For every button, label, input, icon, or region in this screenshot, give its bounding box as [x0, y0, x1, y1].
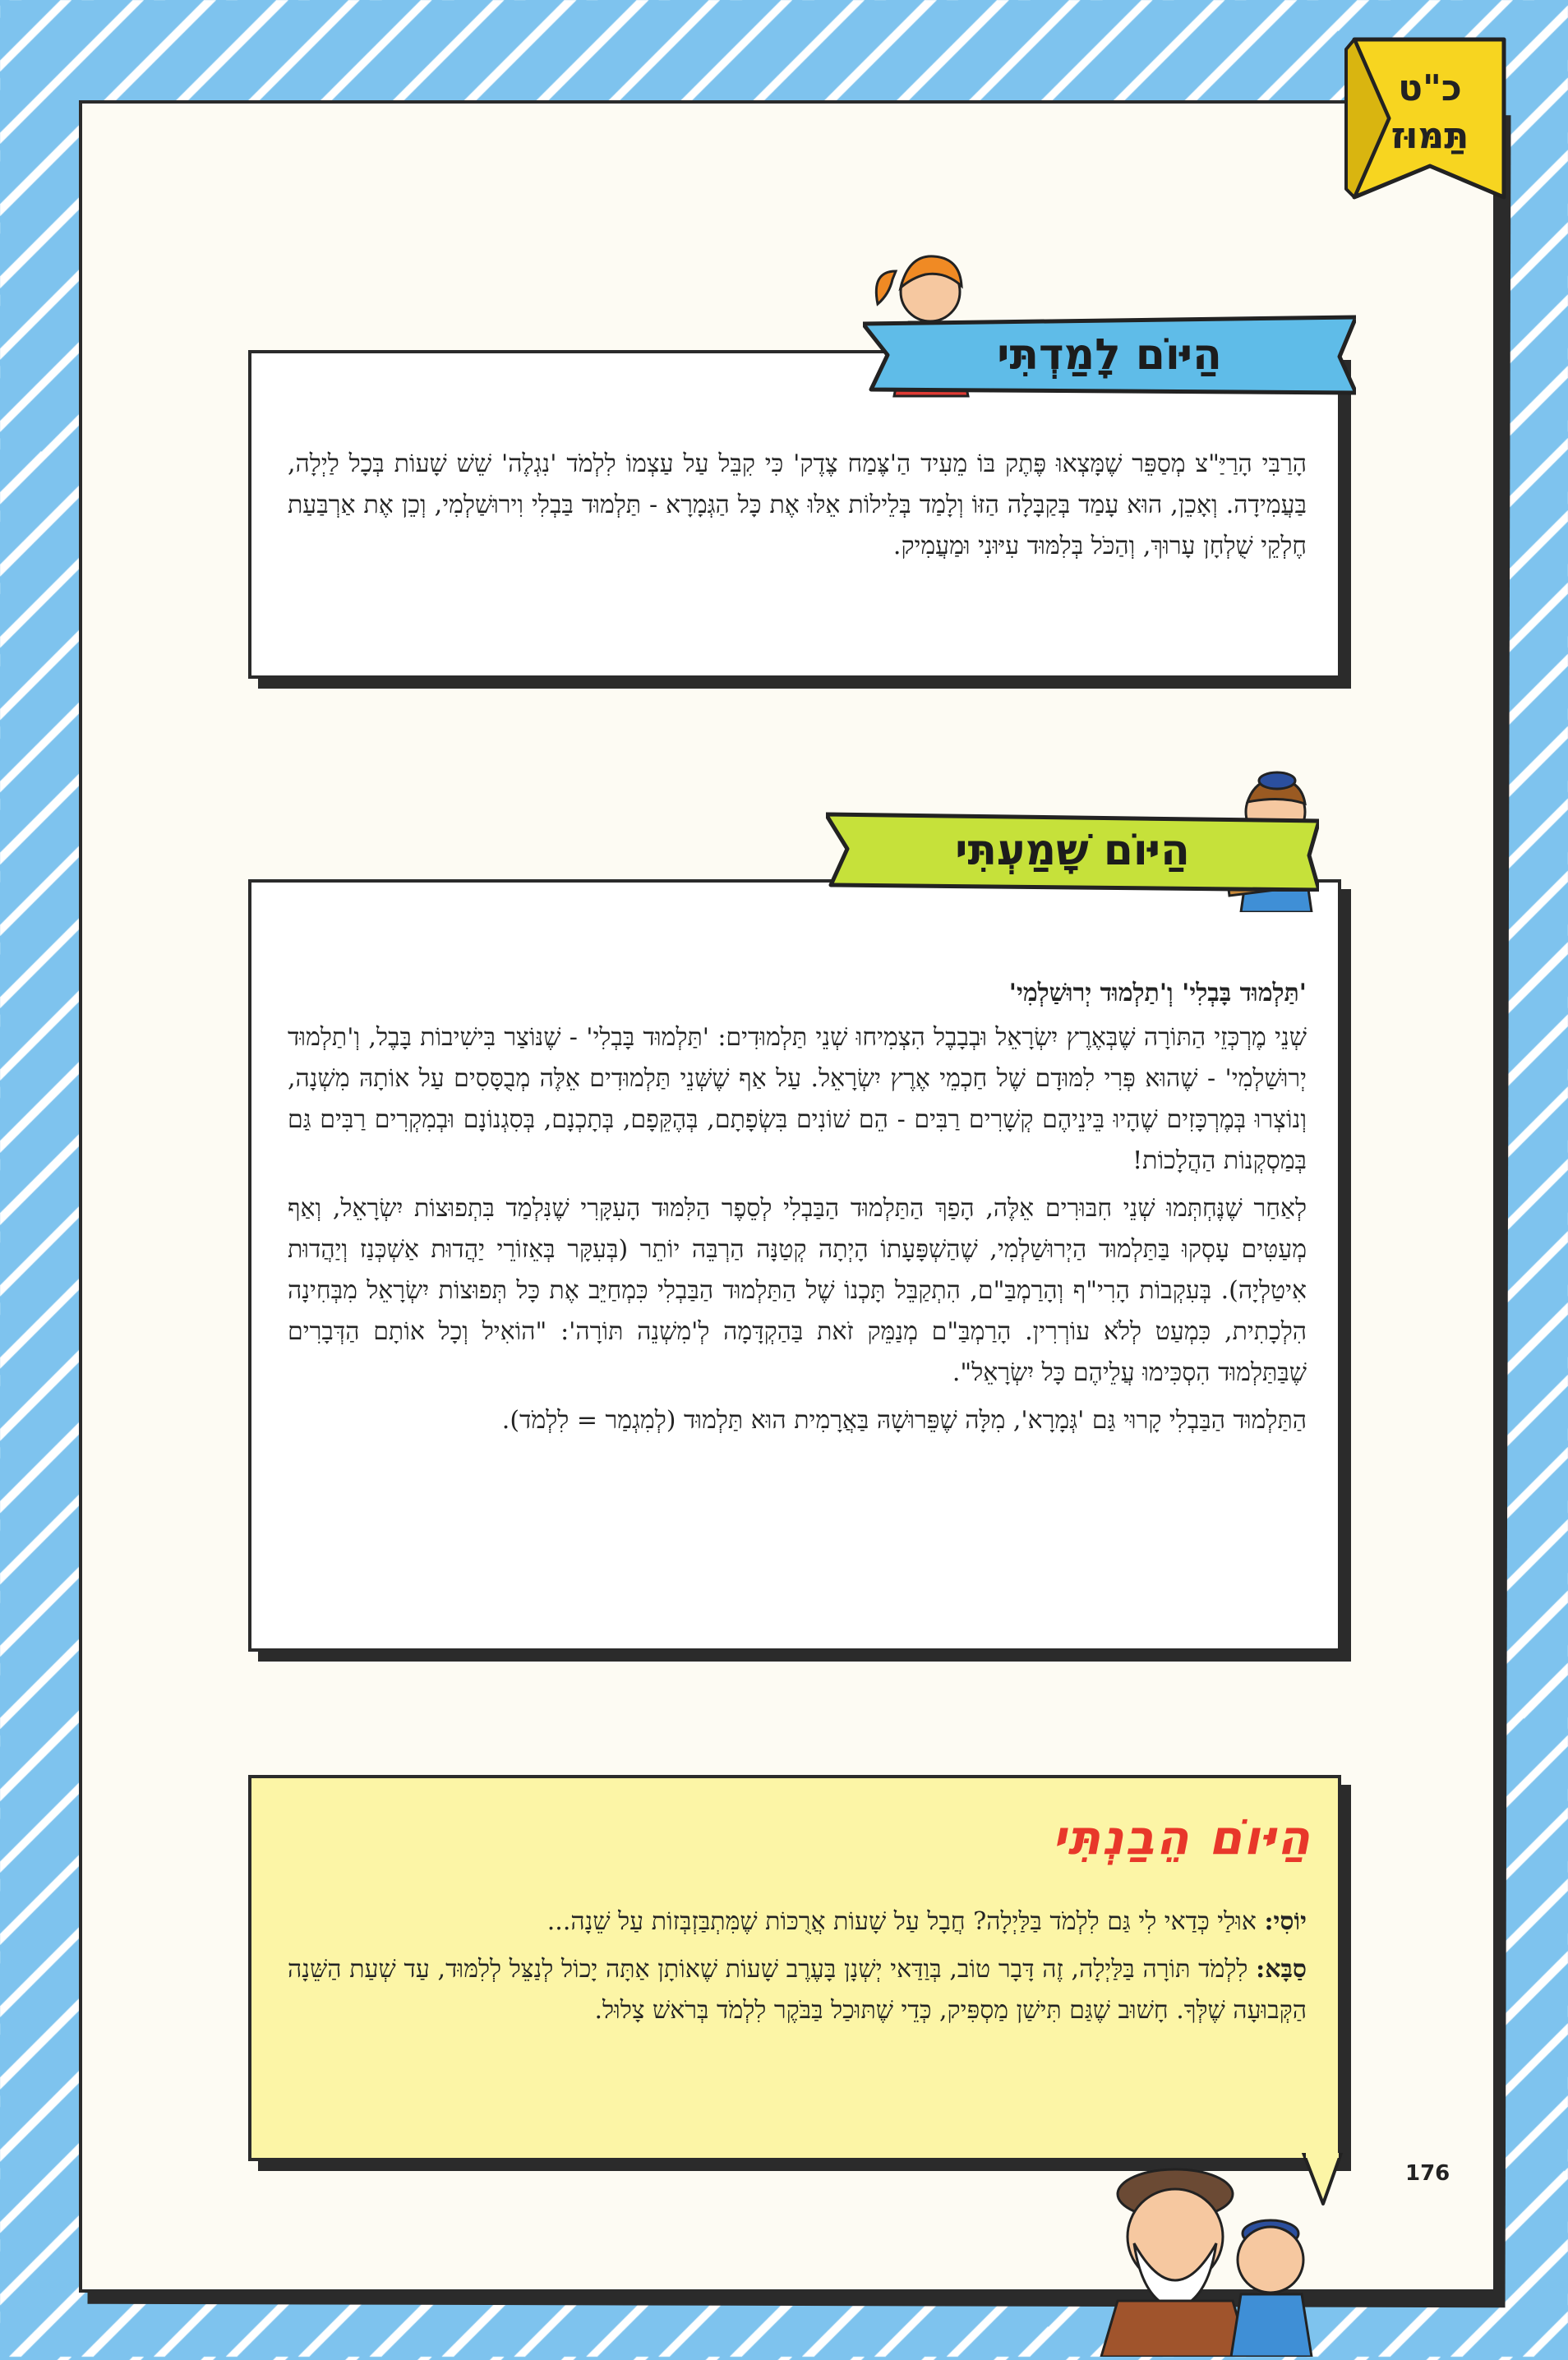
learned-text: הָרַבִּי הָרַיַּ"צ מְסַפֵּר שֶׁמָּצְאוּ פֶּתֶק בּוֹ מֵעִיד הַ'צֶּמַח צֶדֶק' כִּי קִבֵּל עַל עַצְמוֹ לִלְמֹד 'נִגְלֶה' שֵׁשׁ שָׁעוֹת בְּכָל לַיְלָה, בַּעֲמִידָה. וְאָכֵן, הוּא עָמַד בְּקַבָּלָה הַזּוֹ וְלָמַד בְּלֵילוֹת אֵלּוּ אֶת כָּל הַגְּמָרָא - תַּלְמוּד בַּבְלִי וִירוּשַׁלְמִי, וְכֵן אֶת אַרְבַּעַת חֶלְקֵי שֻׁלְחָן עָרוּךְ, וְהַכֹּל בְּלִמּוּד עִיּוּנִי וּמַעֲמִיק.: [288, 449, 1307, 560]
ribbon-month: תַּמּוּז: [1390, 115, 1469, 157]
saba-label: סַבָּא:: [1256, 1955, 1307, 1984]
understood-title-wrap: [251, 1809, 1312, 1865]
understood-box: [248, 1775, 1341, 2161]
heard-paragraph-1: שְׁנֵי מֶרְכְּזֵי הַתּוֹרָה שֶׁבְּאֶרֶץ יִשְׂרָאֵל וּבְבָבֶל הִצְמִיחוּ שְׁנֵי תַּלְמוּדִים: 'תַּלְמוּד בָּבְלִי' - שֶׁנּוֹצַר בִּישִׁיבוֹת בָּבֶל, וְ'תַלְמוּד יְרוּשַׁלְמִי' - שֶׁהוּא פְּרִי לִמּוּדָם שֶׁל חַכְמֵי אֶרֶץ יִשְׂרָאֵל. עַל אַף שֶׁשְּׁנֵי תַּלְמוּדִים אֵלֶּה מְבֻסָּסִים עַל אוֹתָהּ מִשְׁנָה, וְנוֹצְרוּ בְּמֶרְכָּזִים שֶׁהָיוּ בֵּינֵיהֶם קְשָׁרִים רַבִּים - הֵם שׁוֹנִים בִּשְׂפָתָם, בְּהֶקֵּפָם, בְּתָכְנָם, בְּסִגְנוֹנָם וּבְמִקְרִים רַבִּים גַּם בְּמַסְקְנוֹת הַהֲלָכוֹת!: [288, 1023, 1307, 1175]
saba-line: [288, 1949, 1307, 2031]
heard-paragraph-2: לְאַחַר שֶׁנֶּחְתְּמוּ שְׁנֵי חִבּוּרִים אֵלֶּה, הָפַךְ הַתַּלְמוּד הַבַּבְלִי לְסֵפֶר הַלִּמּוּד הָעִקָּרִי שֶׁנִּלְמַד בִּתְפוּצוֹת יִשְׂרָאֵל, וְאַף מְעַטִּים עָסְקוּ בַּתַּלְמוּד הַיְרוּשַׁלְמִי, שֶׁהַשְׁפָּעָתוֹ הָיְתָה קְטַנָּה הַרְבֵּה יוֹתֵר (בְּעִקָּר בְּאֵזוֹרֵי יַהֲדוּת אַשְׁכְּנַז וְיַהֲדוּת אִיטַלְיָה). בְּעִקְבוֹת הָרִי"ף וְהָרַמְבַּ"ם, הִתְקַבֵּל תָּכְנוֹ שֶׁל הַתַּלְמוּד הַבַּבְלִי כִּמְחַיֵּב אֶת כָּל תְּפוּצוֹת יִשְׂרָאֵל מִבְּחִינָה הִלְכָתִית, כִּמְעַט לְלֹא עוֹרְרִין. הָרַמְבַּ"ם מְנַמֵּק זֹאת בַּהַקְדָּמָה לְ'מִשְׁנֵה תּוֹרָה': "הוֹאִיל וְכָל אוֹתָם הַדְּבָרִים שֶׁבַּתַּלְמוּד הִסְכִּימוּ עֲלֵיהֶם כָּל יִשְׂרָאֵל".: [288, 1194, 1307, 1387]
learned-title: הַיּוֹם לָמַדְתִּי: [997, 330, 1222, 380]
understood-title: הַיּוֹם הֵבַנְתִּי: [1052, 1809, 1312, 1865]
yossi-line: [288, 1901, 1307, 1943]
heard-box: [248, 879, 1341, 1652]
heard-title: הַיּוֹם שָׁמַעְתִּי: [955, 826, 1190, 875]
date-ribbon: [1340, 33, 1520, 205]
grandpa-and-boy-illustration: [1077, 2145, 1323, 2360]
page-number: 176: [1405, 2161, 1450, 2186]
understood-dialog: [288, 1901, 1307, 2031]
heard-banner: [826, 809, 1319, 892]
saba-text: לִלְמֹד תּוֹרָה בַּלַּיְלָה, זֶה דָּבָר טוֹב, בְּוַדַּאי יְשְׁנָן בָּעֶרֶב שָׁעוֹת שֶׁאוֹתָן אַתָּה יָכוֹל לְנַצֵּל לְלִמּוּד, עַד שְׁעַת הַשֵּׁנָה הַקְּבוּעָה שֶׁלְּךָ. חָשׁוּב שֶׁגַּם תִּישַׁן מַסְפִּיק, כְּדֵי שֶׁתּוּכַל בַּבֹּקֶר לִלְמֹד בְּרֹאשׁ צָלוּל.: [288, 1955, 1307, 2025]
yossi-text: אוּלַי כְּדַאי לִי גַּם לִלְמֹד בַּלַּיְלָה? חֲבָל עַל שָׁעוֹת אֲרֻכּוֹת שֶׁמִּתְבַּזְבְּזוֹת עַל שֵׁנָה...: [546, 1907, 1257, 1936]
learned-box: [248, 350, 1341, 679]
ribbon-day: כ"ט: [1398, 67, 1462, 109]
yossi-label: יוֹסִי:: [1264, 1907, 1307, 1936]
heard-content: [288, 973, 1307, 1441]
heard-paragraph-3: הַתַּלְמוּד הַבַּבְלִי קָרוּי גַּם 'גְּמָרָא', מִלָּה שֶׁפֵּרוּשָׁהּ בַּאֲרָמִית הוּא תַּלְמוּד (לְמִגְמַר = לִלְמֹד).: [501, 1406, 1307, 1435]
heard-heading: 'תַּלְמוּד בָּבְלִי' וְ'תַלְמוּד יְרוּשַׁלְמִי': [1008, 979, 1307, 1007]
learned-banner: [863, 314, 1356, 396]
